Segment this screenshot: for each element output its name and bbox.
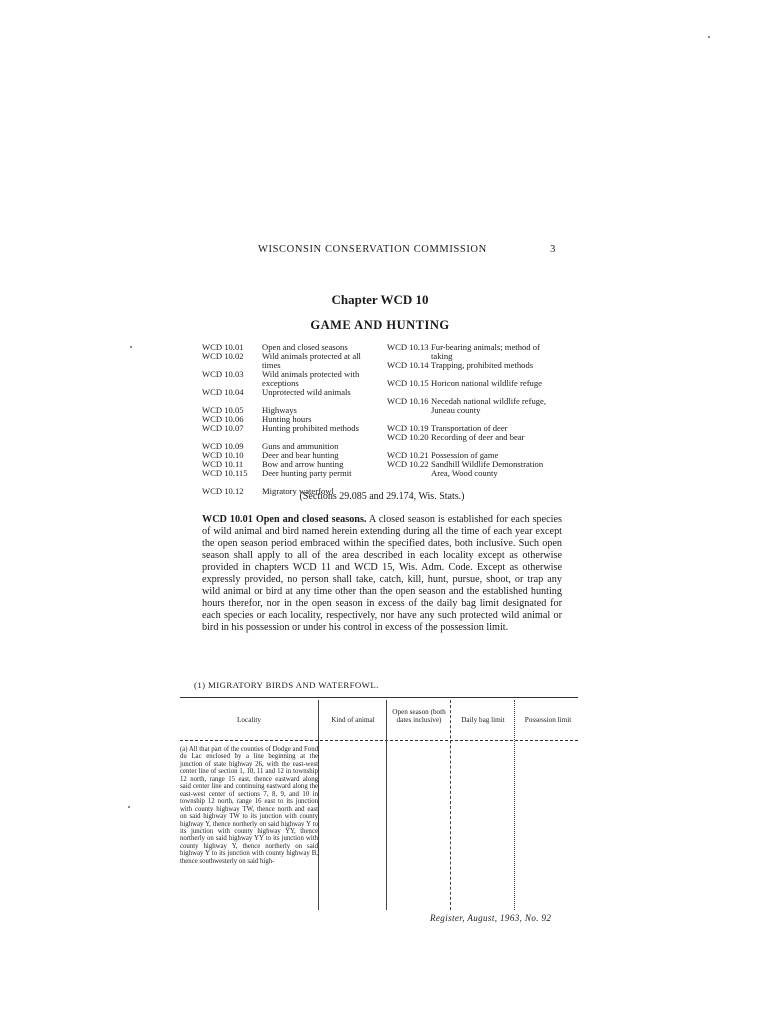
scan-speck: [130, 346, 132, 348]
toc-code: WCD 10.09: [202, 441, 244, 451]
scan-speck: [128, 806, 130, 808]
toc-code: WCD 10.16: [387, 396, 429, 406]
page-number: 3: [550, 244, 556, 255]
running-head-title: WISCONSIN CONSERVATION COMMISSION: [258, 244, 487, 255]
header-open-season: Open season (both dates inclusive): [392, 708, 446, 724]
column-divider: [450, 700, 451, 910]
toc-code: WCD 10.06: [202, 414, 244, 424]
register-footer: Register, August, 1963, No. 92: [430, 913, 552, 923]
toc-title: Transportation of deer: [431, 423, 508, 433]
toc-code: WCD 10.20: [387, 432, 429, 442]
header-kind: Kind of animal: [331, 716, 375, 724]
toc-title: Migratory waterfowl: [262, 486, 334, 496]
toc-code: WCD 10.04: [202, 387, 244, 397]
locality-cell: (a) All that part of the counties of Dodge and Fond du Lac enclosed by a line beginning at the junction of state highway 26, with the east-west center line of section 1, 10, 11 and 12 in township 12 north, range 15 east, thence eastward along said center line and continuing eastward along the east-west center of sections 7, 8, 9, and 10 in township 12 north, range 16 east to its junction with county highway TW, thence north and east on said highway TW to its junction with county highway Y, thence northerly on said highway Y to its junction with county highway YY, thence northerly on said highway YY to its junction with county highway Y, thence northerly on said highway Y to its junction with county highway B, thence southwesterly on said high-: [180, 746, 318, 865]
toc-code: WCD 10.02: [202, 351, 244, 361]
table-top-rule: [180, 697, 578, 698]
toc-code: WCD 10.07: [202, 423, 244, 433]
toc-code: WCD 10.22: [387, 459, 429, 469]
toc-code: WCD 10.10: [202, 450, 244, 460]
header-possession: Possession limit: [524, 716, 572, 724]
toc-title: Bow and arrow hunting: [262, 459, 344, 469]
toc-title: Horicon national wildlife refuge: [431, 378, 542, 388]
section-paragraph: [202, 514, 562, 634]
toc-title: Recording of deer and bear: [431, 432, 525, 442]
header-daily-bag: Daily bag limit: [461, 716, 505, 724]
toc-code: WCD 10.01: [202, 342, 244, 352]
toc-title: Wild animals protected with exceptions: [262, 369, 360, 389]
toc-code: WCD 10.11: [202, 459, 244, 469]
column-divider: [318, 700, 319, 910]
toc-title: Open and closed seasons: [262, 342, 348, 352]
toc-code: WCD 10.13: [387, 342, 429, 352]
toc-title: Deer and bear hunting: [262, 450, 339, 460]
scan-speck: [708, 36, 710, 38]
toc-title: Fur-bearing animals; method of taking: [431, 342, 540, 362]
column-divider: [514, 700, 515, 910]
toc-title: Trapping, prohibited methods: [431, 360, 534, 370]
toc-right: [387, 342, 572, 479]
toc-code: WCD 10.12: [202, 486, 244, 496]
chapter-subtitle: GAME AND HUNTING: [310, 318, 450, 332]
section-body: A closed season is established for each species of wild animal and bird named herein extending during all the time of each year except the open season period embraced within the specified dates, both inclusive. Such open season shall apply to all of the area described in each locality except as otherwise provided in chapters WCD 11 and WCD 15, Wis. Adm. Code. Except as otherwise expressly provided, no person shall take, catch, kill, hunt, pursue, shoot, or trap any wild animal or bird at any time other than the open season and the established hunting hours therefor, nor in the open season in excess of the daily bag limit designated for each species or each locality, respectively, nor have any such protected wild animal or bird in his possession or under his control in excess of the possession limit.: [202, 514, 562, 633]
toc-code: WCD 10.03: [202, 369, 244, 379]
toc-left: [202, 342, 387, 496]
toc-title: Deer hunting party permit: [262, 468, 352, 478]
statutes-citation: (Sections 29.085 and 29.174, Wis. Stats.): [299, 491, 465, 502]
toc-title: Necedah national wildlife refuge, Juneau county: [431, 396, 547, 416]
toc-title: Hunting hours: [262, 414, 312, 424]
toc-title: Sandhill Wildlife Demonstration Area, Wood county: [431, 459, 544, 479]
header-locality: Locality: [237, 716, 261, 724]
subsection-heading: (1) MIGRATORY BIRDS AND WATERFOWL.: [194, 680, 379, 690]
column-divider: [386, 700, 387, 910]
toc-title: Highways: [262, 405, 297, 415]
toc-code: WCD 10.05: [202, 405, 244, 415]
toc-title: Wild animals protected at all times: [262, 351, 361, 371]
toc-code: WCD 10.15: [387, 378, 429, 388]
toc-title: Hunting prohibited methods: [262, 423, 359, 433]
table-header-rule: [180, 740, 578, 741]
toc-title: Possession of game: [431, 450, 499, 460]
toc-code: WCD 10.19: [387, 423, 429, 433]
toc-code: WCD 10.115: [202, 468, 248, 478]
toc-code: WCD 10.21: [387, 450, 429, 460]
toc-title: Unprotected wild animals: [262, 387, 351, 397]
chapter-title: Chapter WCD 10: [331, 292, 429, 307]
toc-code: WCD 10.14: [387, 360, 429, 370]
toc-title: Guns and ammunition: [262, 441, 339, 451]
section-lead: WCD 10.01 Open and closed seasons.: [202, 514, 367, 525]
